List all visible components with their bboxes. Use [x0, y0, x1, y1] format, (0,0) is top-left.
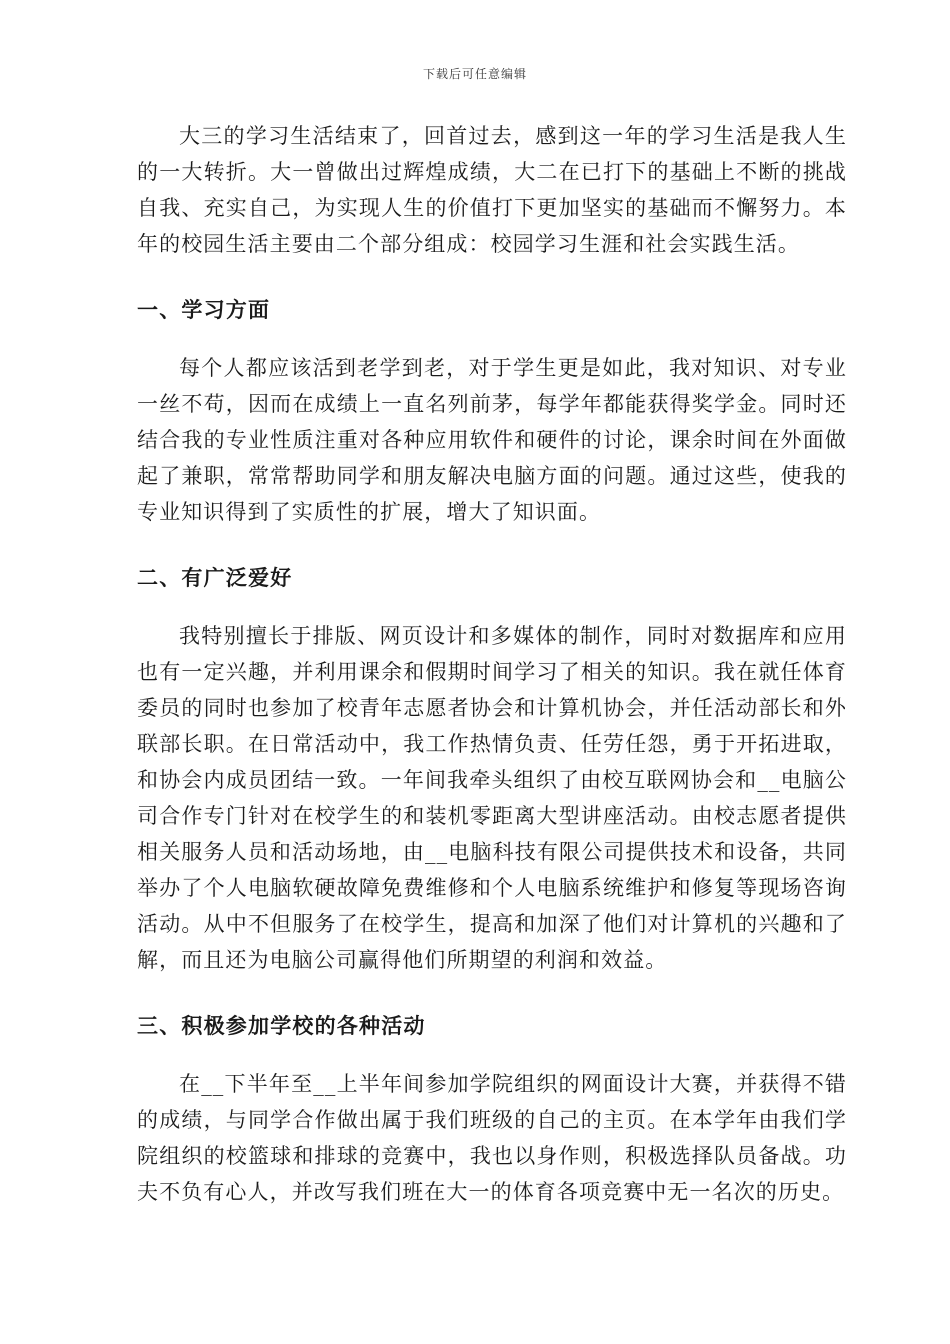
section-body-study: 每个人都应该活到老学到老，对于学生更是如此，我对知识、对专业一丝不苟，因而在成绩上一直名列前茅，每学年都能获得奖学金。同时还结合我的专业性质注重对各种应用软件和硬件的讨论，课余时间在外面做起了兼职，常常帮助同学和朋友解决电脑方面的问题。通过这些，使我的专业知识得到了实质性的扩展，增大了知识面。 [137, 356, 847, 524]
section-heading-study: 一、学习方面 [137, 297, 271, 322]
section-heading-activities: 三、积极参加学校的各种活动 [137, 1013, 426, 1038]
section-heading-hobbies: 二、有广泛爱好 [137, 565, 293, 590]
section-body-activities: 在__下半年至__上半年间参加学院组织的网面设计大赛，并获得不错的成绩，与同学合作做出属于我们班级的自己的主页。在本学年由我们学院组织的校篮球和排球的竞赛中，我也以身作则，积极选择队员备战。功夫不负有心人，并改写我们班在大一的体育各项竞赛中无一名次的历史。 [137, 1072, 847, 1204]
intro-paragraph: 大三的学习生活结束了，回首过去，感到这一年的学习生活是我人生的一大转折。大一曾做出过辉煌成绩，大二在已打下的基础上不断的挑战自我、充实自己，为实现人生的价值打下更加坚实的基础而不懈努力。本年的校园生活主要由二个部分组成：校园学习生涯和社会实践生活。 [137, 124, 847, 256]
page-header: 下载后可任意编辑 [422, 67, 527, 81]
section-body-hobbies: 我特别擅长于排版、网页设计和多媒体的制作，同时对数据库和应用也有一定兴趣，并利用课余和假期时间学习了相关的知识。我在就任体育委员的同时也参加了校青年志愿者协会和计算机协会，并任活动部长和外联部长职。在日常活动中，我工作热情负责、任劳任怨，勇于开拓进取，和协会内成员团结一致。一年间我牵头组织了由校互联网协会和__电脑公司合作专门针对在校学生的和装机零距离大型讲座活动。由校志愿者提供相关服务人员和活动场地，由__电脑科技有限公司提供技术和设备，共同举办了个人电脑软硬故障免费维修和个人电脑系统维护和修复等现场咨询活动。从中不但服务了在校学生，提高和加深了他们对计算机的兴趣和了解，而且还为电脑公司赢得他们所期望的利润和效益。 [137, 624, 847, 972]
document-body [137, 118, 847, 1210]
